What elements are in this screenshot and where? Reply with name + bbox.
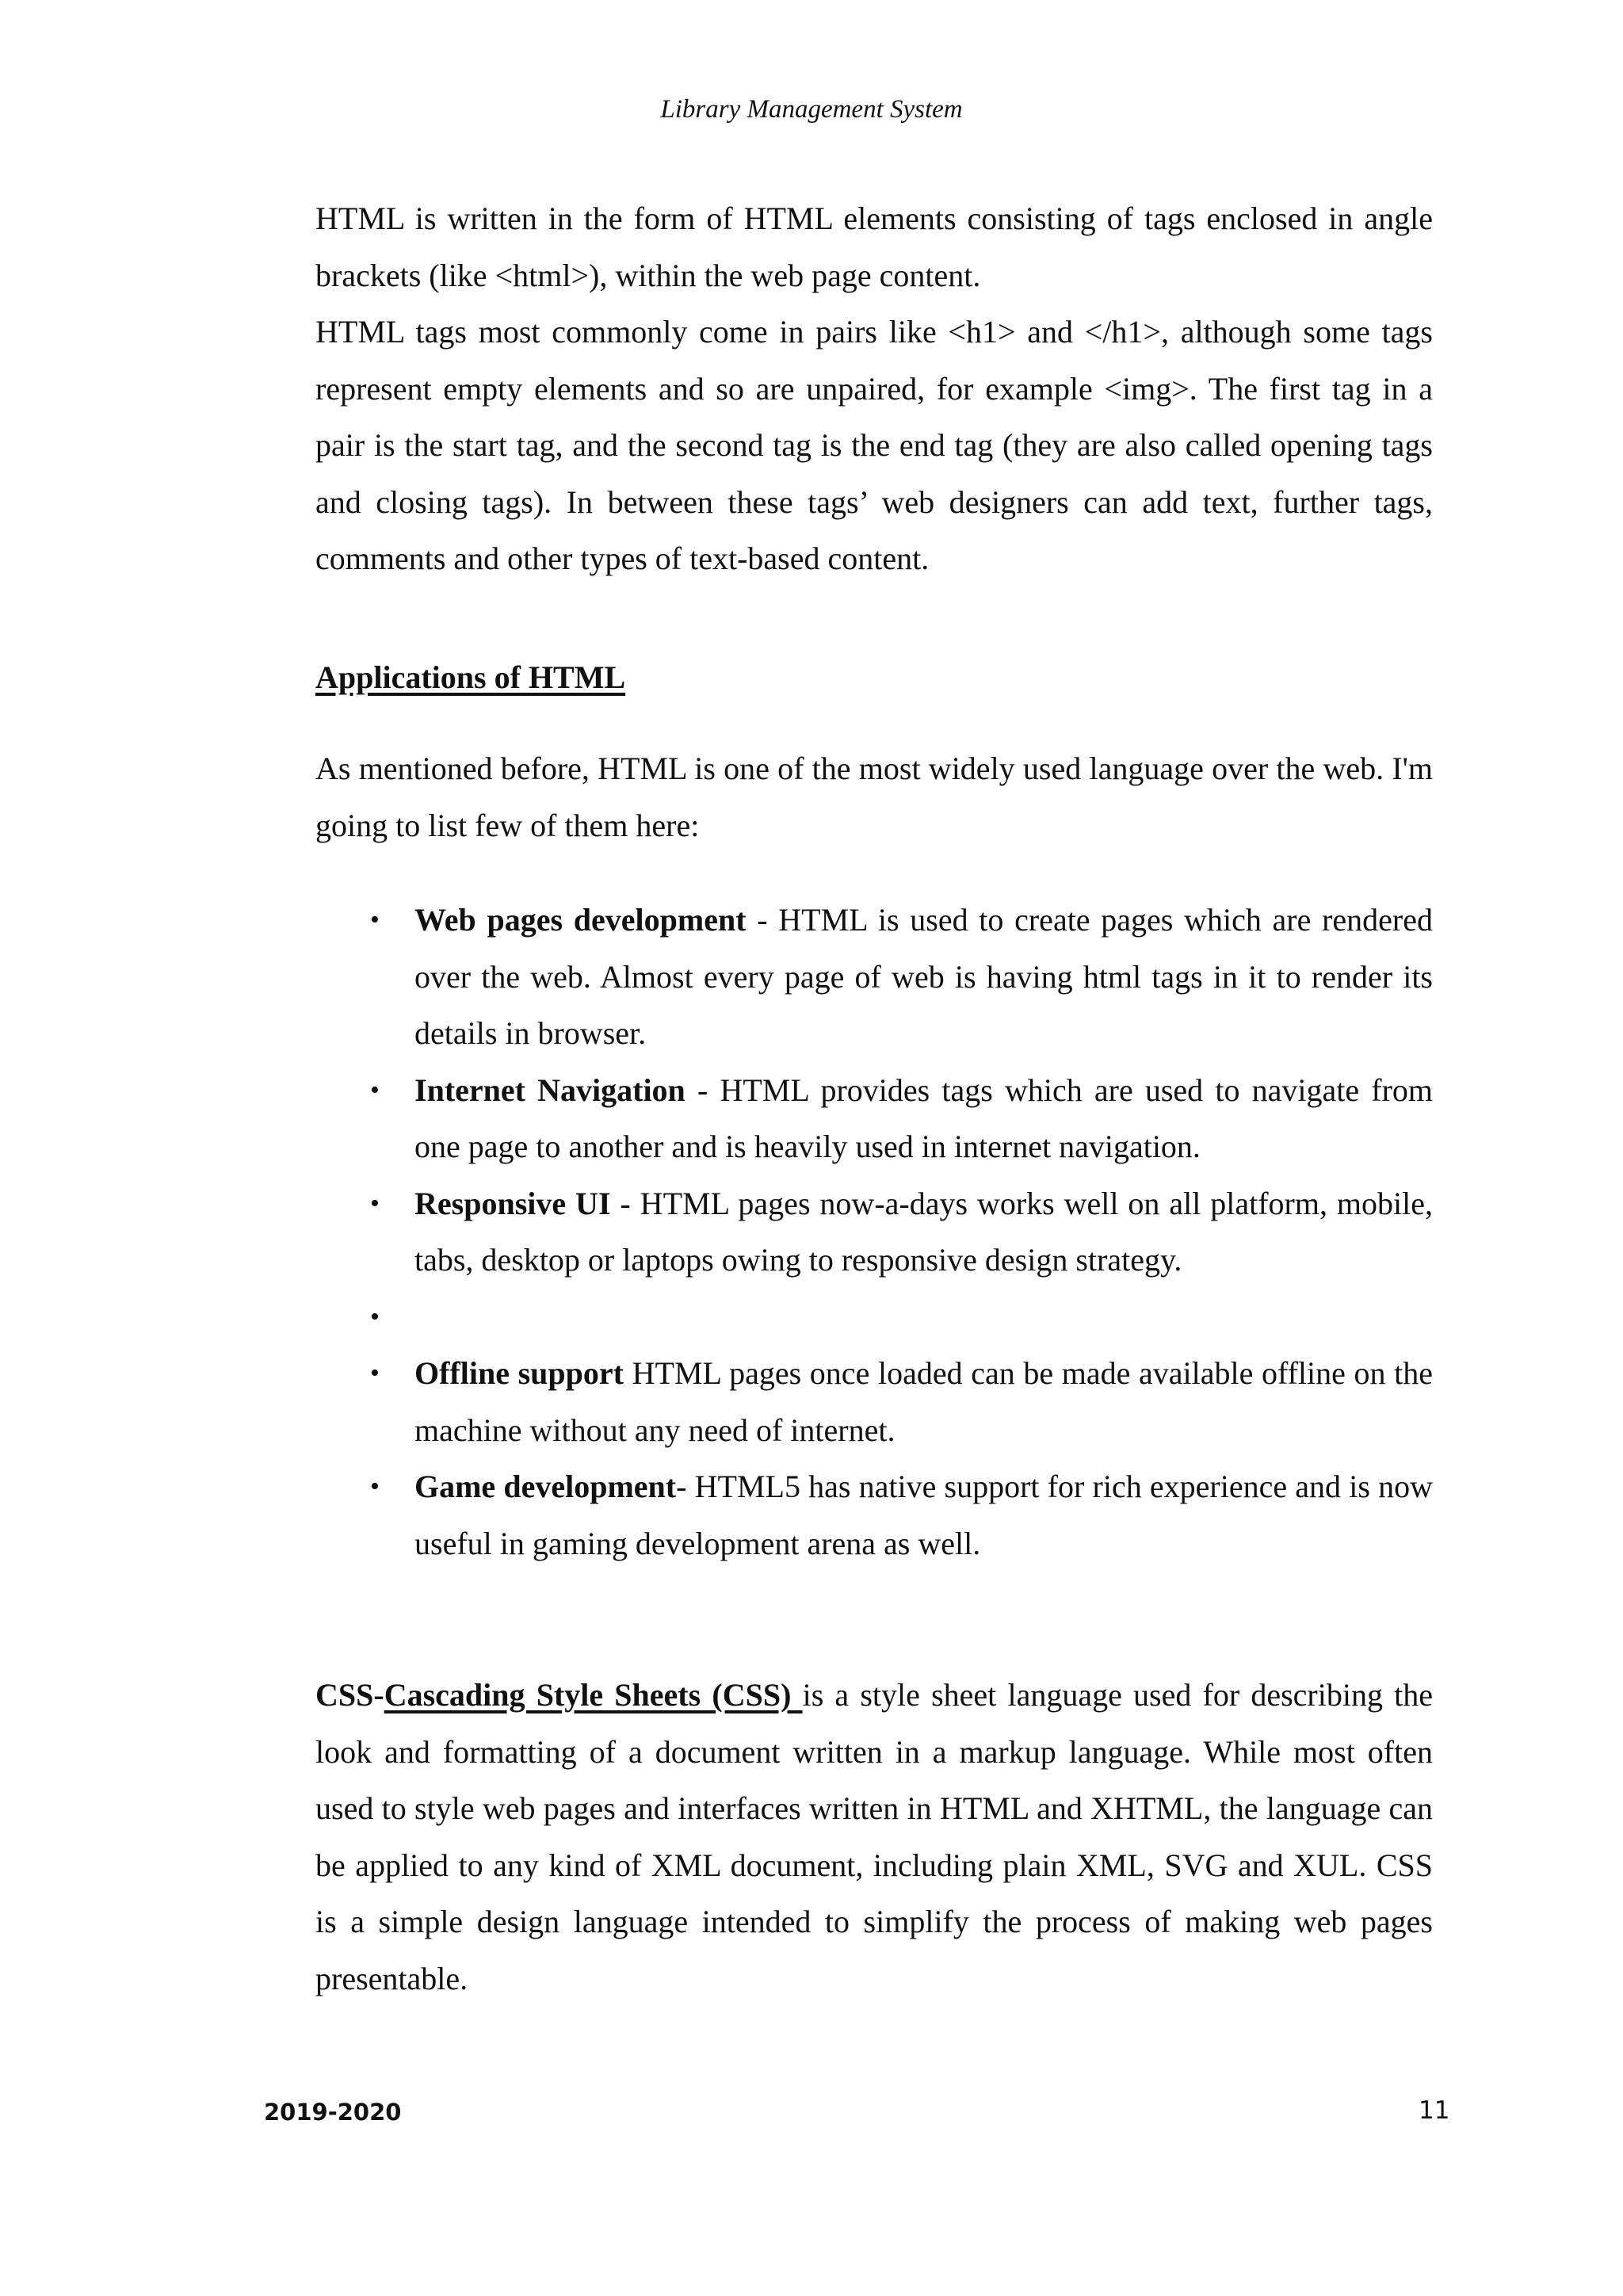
bullet-icon: • [370, 1075, 380, 1105]
css-paragraph [315, 1667, 1433, 2007]
bullet-icon: • [370, 1301, 380, 1331]
list-item-term: Game development [414, 1469, 677, 1504]
bullet-icon: • [370, 905, 380, 934]
list-item-term: Internet Navigation [414, 1072, 685, 1108]
list-item-text: HTML pages once loaded can be made available offline on the machine without any need of internet. [414, 1355, 1434, 1448]
bullet-icon: • [370, 1472, 380, 1501]
css-prefix: CSS- [315, 1677, 384, 1713]
list-item-text: - HTML provides tags which are used to navigate from one page to another and is heavily used in internet navigation. [414, 1072, 1434, 1164]
footer-year: 2019-2020 [264, 2099, 402, 2126]
list-item-empty [315, 1289, 1433, 1346]
list-item-term: Web pages development [414, 902, 747, 938]
css-link[interactable]: Cascading Style Sheets (CSS) [384, 1677, 803, 1713]
list-item-term: Responsive UI [414, 1185, 611, 1221]
list-item-term: Offline support [414, 1355, 624, 1391]
running-header: Library Management System [660, 95, 963, 124]
list-item-internet-navigation [315, 1062, 1433, 1175]
bullet-icon: • [370, 1358, 380, 1388]
list-item-web-pages [315, 892, 1433, 1062]
list-item-game-development [315, 1458, 1433, 1572]
list-item-responsive-ui [315, 1175, 1433, 1289]
applications-list [315, 892, 1433, 1572]
page-content [315, 190, 1433, 2007]
list-item-text: - HTML5 has native support for rich experience and is now useful in gaming development arena as well. [414, 1469, 1433, 1561]
list-item-text: - HTML is used to create pages which are rendered over the web. Almost every page of web is having html tags in it to render its details in browser. [414, 902, 1433, 1051]
applications-heading: Applications of HTML [315, 659, 626, 695]
applications-intro: As mentioned before, HTML is one of the most widely used language over the web. I'm going to list few of them here: [315, 751, 1433, 843]
page-number: 11 [1419, 2096, 1450, 2125]
html-tags-paragraph: HTML tags most commonly come in pairs like <h1> and </h1>, although some tags represent empty elements and so are unpaired, for example <img>. The first tag in a pair is the start tag, and the second tag is the end tag (they are also called opening tags and closing tags). In between these tags’ web designers can add text, further tags, comments and other types of text-based content. [315, 314, 1433, 576]
css-description: is a style sheet language used for describing the look and formatting of a document written in a markup language. While most often used to style web pages and interfaces written in HTML and XHTML, the language can be applied to any kind of XML document, including plain XML, SVG and XUL. CSS is a simple design language intended to simplify the process of making web pages presentable. [315, 1677, 1433, 1996]
list-item-text: - HTML pages now-a-days works well on all platform, mobile, tabs, desktop or laptops owing to responsive design strategy. [414, 1185, 1434, 1278]
html-elements-paragraph: HTML is written in the form of HTML elements consisting of tags enclosed in angle brackets (like <html>), within the web page content. [315, 201, 1433, 293]
bullet-icon: • [370, 1188, 380, 1218]
list-item-offline-support [315, 1345, 1433, 1458]
